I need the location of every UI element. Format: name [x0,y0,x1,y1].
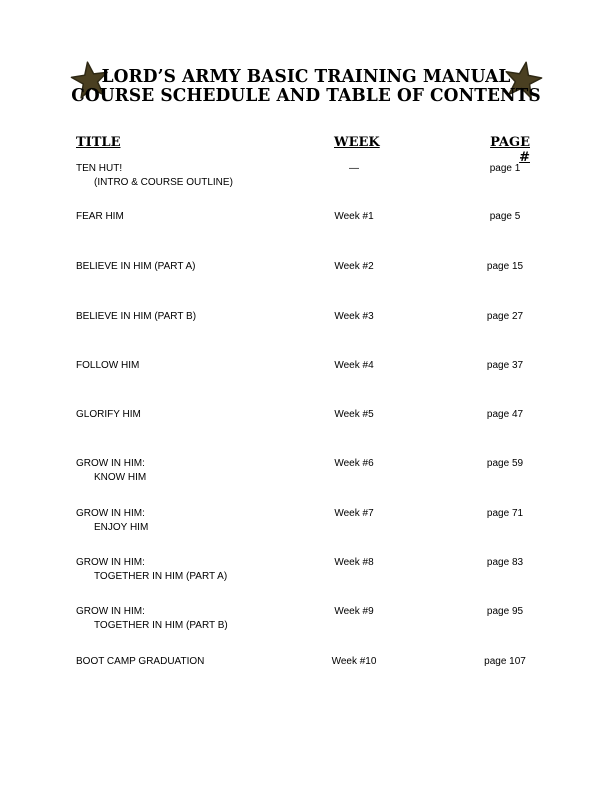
row-page: page 27 [486,311,524,322]
row-subtitle: TOGETHER IN HIM (PART A) [94,571,228,582]
row-page: page 59 [486,458,524,469]
document-header [0,68,612,106]
row-subtitle: (INTRO & COURSE OUTLINE) [94,177,233,188]
schedule-title: COURSE SCHEDULE AND TABLE OF CONTENTS [71,85,541,107]
row-week: Week #3 [334,311,374,322]
row-week: Week #5 [334,409,374,420]
row-week: Week #6 [334,458,374,469]
row-page: page 83 [486,557,524,568]
row-page: page 95 [486,606,524,617]
row-page: page 47 [486,409,524,420]
row-title: GROW IN HIM: [76,458,145,469]
row-page: page 37 [486,360,524,371]
row-week: Week #2 [334,261,374,272]
row-title: GROW IN HIM: [76,557,145,568]
row-week: Week #7 [334,508,374,519]
row-title: BOOT CAMP GRADUATION [76,656,205,667]
row-week: Week #4 [334,360,374,371]
row-title: BELIEVE IN HIM (PART A) [76,261,196,272]
column-header-title: TITLE [76,135,121,150]
row-title: GROW IN HIM: [76,606,145,617]
row-title: BELIEVE IN HIM (PART B) [76,311,197,322]
row-page: page 5 [489,211,521,222]
row-title: FEAR HIM [76,211,124,222]
row-week: Week #8 [334,557,374,568]
row-page: page 1 [489,163,521,174]
row-week: Week #10 [331,656,377,667]
column-header-page: PAGE # [490,135,530,165]
row-title: FOLLOW HIM [76,360,140,371]
row-week: Week #9 [334,606,374,617]
row-title: TEN HUT! [76,163,123,174]
row-page: page 71 [486,508,524,519]
row-week: — [349,163,359,174]
row-page: page 15 [486,261,524,272]
row-title: GROW IN HIM: [76,508,145,519]
row-subtitle: ENJOY HIM [94,522,149,533]
row-page: page 107 [484,656,526,667]
manual-title: LORD’S ARMY BASIC TRAINING MANUAL [101,66,511,88]
row-subtitle: KNOW HIM [94,472,147,483]
row-subtitle: TOGETHER IN HIM (PART B) [94,620,228,631]
column-header-week: WEEK [334,135,380,150]
row-week: Week #1 [334,211,374,222]
row-title: GLORIFY HIM [76,409,141,420]
